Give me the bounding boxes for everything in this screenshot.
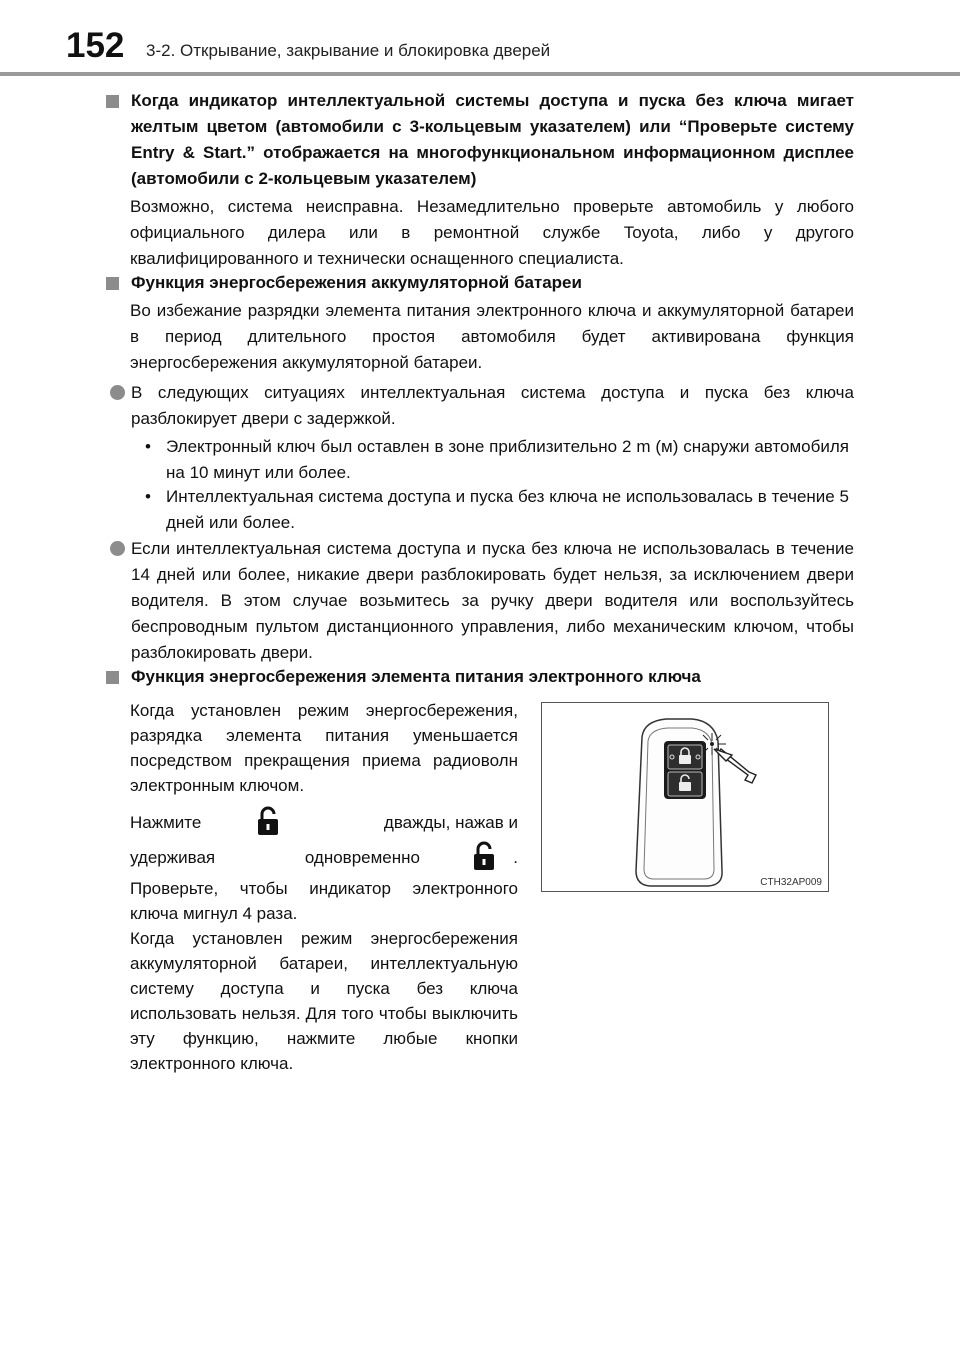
figure-code: CTH32AP009 <box>760 877 822 888</box>
key-saving-intro: Когда установлен режим энергосбережения, разрядка элемента питания уменьшается посредством прекращения приема радиоволн электронным ключом. <box>130 701 518 795</box>
page-number: 152 <box>66 26 125 65</box>
section-square-icon <box>106 671 119 684</box>
section-heading-battery-saving: Функция энергосбережения аккумуляторной батареи <box>106 270 854 296</box>
section-square-icon <box>106 95 119 108</box>
lock-button-icon <box>470 841 498 871</box>
press-instruction-line1: Нажмите дважды, нажав и <box>130 810 518 840</box>
sub-item-system-unused: • Интеллектуальная система доступа и пуска без ключа не использовалась в течение 5 дней или более. <box>145 487 849 532</box>
section-heading-key-saving: Функция энергосбережения элемента питания электронного ключа <box>106 664 854 690</box>
bullet-circle-icon <box>110 385 125 400</box>
chapter-title: 3-2. Открывание, закрывание и блокировка дверей <box>146 41 551 60</box>
press-instruction-line2: удерживая одновременно . <box>130 845 518 875</box>
bullet-delayed-unlock: В следующих ситуациях интеллектуальная система доступа и пуска без ключа разблокирует двери с задержкой. <box>110 380 854 432</box>
bullet-no-unlock: Если интеллектуальная система доступа и пуска без ключа не использовалась в течение 14 дней или более, никакие двери разблокировать будет нельзя, за исключением двери водителя. В этом случае возьмитесь за ручку двери водителя или воспользуйтесь беспроводным пультом дистанционного управления, либо механическим ключом, чтобы разблокировать двери. <box>110 536 854 666</box>
page-header <box>0 0 960 78</box>
sub-item-key-left-outside: • Электронный ключ был оставлен в зоне приблизительно 2 m (м) снаружи автомобиля на 10 минут или более. <box>145 437 849 482</box>
section-square-icon <box>106 277 119 290</box>
battery-saving-body: Во избежание разрядки элемента питания электронного ключа и аккумуляторной батареи в период длительного простоя автомобиля будет активирована функция энергосбережения аккумуляторной батареи. <box>130 301 854 372</box>
indicator-check-text: Проверьте, чтобы индикатор электронного ключа мигнул 4 раза. <box>130 879 518 923</box>
lock-button-icon <box>254 806 282 836</box>
key-saving-note: Когда установлен режим энергосбережения аккумуляторной батареи, интеллектуальную систему доступа и пуска без ключа использовать нельзя. Для того чтобы выключить эту функцию, нажмите любые кнопки электронного ключа. <box>130 929 518 1073</box>
electronic-key-illustration <box>542 703 828 891</box>
bullet-circle-icon <box>110 541 125 556</box>
section-heading-indicator: Когда индикатор интеллектуальной системы доступа и пуска без ключа мигает желтым цветом (автомобили с 3-кольцевым указателем) или “Проверьте систему Entry & Start.” отображается на многофункциональном информационном дисплее (автомобили с 2-кольцевым указателем) <box>106 88 854 192</box>
electronic-key-figure <box>541 702 829 892</box>
header-divider <box>0 72 960 76</box>
indicator-body: Возможно, система неисправна. Незамедлительно проверьте автомобиль у любого официального дилера или в ремонтной службе Toyota, либо у другого квалифицированного и технически оснащенного специалиста. <box>130 197 854 268</box>
